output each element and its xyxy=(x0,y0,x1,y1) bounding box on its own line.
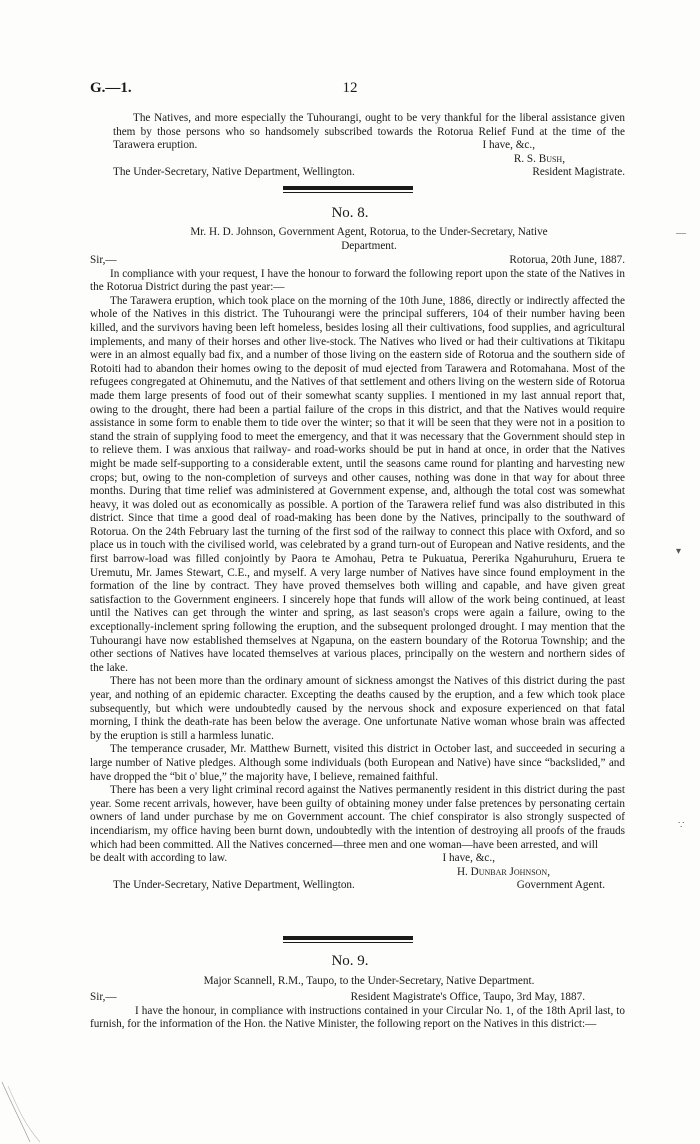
margin-mark: — xyxy=(676,228,686,239)
no9-paragraph-1: I have the honour, in compliance with instructions contained in your Circular No. 1, of the 18th April last, to furnish, for the information of the Hon. the Native Minister, the following report on the Natives in this district:— xyxy=(90,1004,625,1031)
intro-closing: I have, &c., xyxy=(482,139,535,152)
section-divider xyxy=(283,936,413,940)
intro-addressee: The Under-Secretary, Native Department, Wellington. xyxy=(113,166,355,179)
no9-body xyxy=(90,991,625,1032)
margin-mark: ▾ xyxy=(676,546,682,557)
page-fold-mark xyxy=(0,1080,60,1144)
section-divider xyxy=(283,186,413,190)
no8-paragraph-5: There has been a very light criminal record against the Natives permanently resident in this district during the past year. Some recent arrivals, however, have been guilty of obtaining money under false pretences by personating certain owners of land under purchase by me on Government account. The chief conspirator is also strongly suspected of incendiarism, my office having been burnt down, undoubtedly with the intention of destroying all proofs of the frauds which had been committed. All the Natives concerned—three men and one woman—have been arrested, and will xyxy=(90,784,625,851)
no8-addressee: The Under-Secretary, Native Department, Wellington. xyxy=(113,879,355,892)
intro-title: Resident Magistrate. xyxy=(532,166,625,179)
document-code: G.—1. xyxy=(90,80,132,96)
no8-title: Government Agent. xyxy=(516,879,605,892)
no8-date: Rotorua, 20th June, 1887. xyxy=(509,254,625,266)
margin-mark: ∵ xyxy=(678,820,685,831)
no8-paragraph-4: The temperance crusader, Mr. Matthew Burnett, visited this district in October last, and succeeded in securing a large number of Native pledges. Although some individuals (both European and Native) have since “backslided,” and have dropped the “bit o' blue,” the majority have, I believe, remained faithful. xyxy=(90,743,625,783)
no8-paragraph-1: In compliance with your request, I have the honour to forward the following report upon the state of the Natives in the Rotorua District during the past year:— xyxy=(90,267,625,294)
no9-subheading: Major Scannell, R.M., Taupo, to the Under-Secretary, Native Department. xyxy=(203,975,535,987)
no9-salutation: Sir,— xyxy=(90,991,117,1003)
no8-closing: I have, &c., xyxy=(442,852,495,865)
no8-paragraph-5-end: be dealt with according to law. xyxy=(90,852,228,865)
no8-body xyxy=(90,254,625,893)
section-heading-no9: No. 9. xyxy=(331,953,369,969)
no9-date: Resident Magistrate's Office, Taupo, 3rd May, 1887. xyxy=(350,991,585,1003)
intro-block xyxy=(113,112,625,180)
no8-signature: H. Dunbar Johnson, xyxy=(456,865,550,878)
no8-paragraph-2: The Tarawera eruption, which took place on the morning of the 10th June, 1886, directly or indirectly affected the whole of the Natives in this district. The Tuhourangi were the principal sufferers, 104 of their number having been killed, and the survivors having been left homeless, besides losing all their cultivations, food supplies, and agricultural implements, and many of their horses and other live-stock. The Natives who lived or had their cultivations at Tikitapu were in an almost equally bad fix, and a number of those living on the eastern side of Rotorua and the southern side of Rotoiti had to abandon their homes owing to the deposit of mud ejected from Tarawera and Rotomahana. Most of the refugees congregated at Ohinemutu, and the Natives of that settlement and others living on the western side of Rotorua made them large presents of food out of their somewhat scanty supplies. I mentioned in my last annual report that, owing to the drought, there had been a partial failure of the crops in this district, and that the Natives would require assistance in some form to enable them to tide over the winter; so that it will be seen that they were not in a position to stand the strain of supplying food to meet the emergency, and that it was necessary that the Government should step in to relieve them. I was anxious that railway- and road-works should be put in hand at once, in order that the Natives might be made self-supporting to a considerable extent, until the seasons came round for planting and harvesting new crops; but, owing to the non-completion of surveys and other causes, nothing was done in that way for about three months. During that time relief was administered at Government expense, and, although the total cost was somewhat heavy, it was doled out as economically as possible. A portion of the Tarawera relief fund was also distributed in this district. Since that time a good deal of road-making has been done by the Natives, principally to the southward of Rotorua. On the 24th February last the turning of the first sod of the railway to connect this place with Oxford, and so place us in touch with the civilised world, was celebrated by a grand turn-out of European and Native residents, and the first barrow-load was filled conjointly by Paora te Amohau, Petra te Pukuatua, Pererika Ngahuruhuru, Eruera te Uremutu, Mr. James Stewart, C.E., and myself. A very large number of Natives have since found employment in the formation of the line by contract. They have proved themselves both willing and capable, and have given great satisfaction to the Government engineers. I sincerely hope that funds will allow of the work being continued, at least until the Natives can get through the winter and spring, as last season's crops were again a failure, owing to the exceptionally-inclement spring following the eruption, and the subsequent prolonged drought. I may mention that the Tuhourangi have now established themselves at Ngapuna, on the eastern boundary of the Rotorua Township; and the other sections of Natives have located themselves at various places, principally on the western and northern sides of the lake. xyxy=(90,294,625,674)
no8-subheading-line2: Department. xyxy=(341,239,397,252)
section-heading-no8: No. 8. xyxy=(331,205,369,221)
intro-paragraph: The Natives, and more especially the Tuhourangi, ought to be very thankful for the liberal assistance given them by those persons who so handsomely subscribed towards the Rotorua Relief Fund at the time of the Tarawera eruption. xyxy=(113,112,625,152)
page-number: 12 xyxy=(342,80,358,96)
no8-salutation: Sir,— xyxy=(90,254,117,266)
no8-paragraph-3: There has not been more than the ordinary amount of sickness amongst the Natives of this district during the past year, and nothing of an epidemic character. Excepting the deaths caused by the eruption, and a few which took place subsequently, but which were undoubtedly caused by the nervous shock and exposure experienced on that fatal morning, I think the death-rate has been below the average. One unfortunate Native woman whose brain was affected by the eruption is still a harmless lunatic. xyxy=(90,675,625,742)
no8-subheading xyxy=(113,226,625,253)
no8-subheading-line1: Mr. H. D. Johnson, Government Agent, Rotorua, to the Under-Secretary, Native xyxy=(190,226,548,238)
intro-signature: R. S. Bush, xyxy=(513,152,565,165)
